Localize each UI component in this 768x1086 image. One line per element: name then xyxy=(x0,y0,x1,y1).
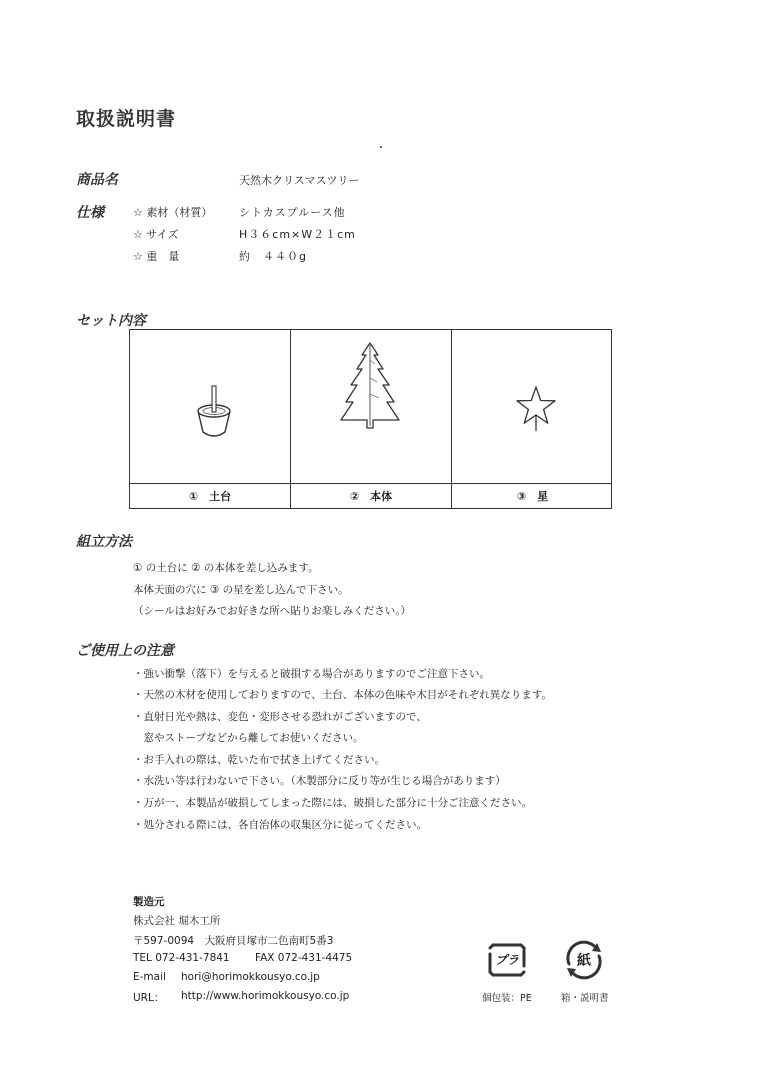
set-cell-tree xyxy=(291,330,452,483)
set-cell-star xyxy=(452,330,613,483)
email-row xyxy=(133,971,320,983)
specs-label: 仕様 xyxy=(76,205,104,221)
set-contents-table xyxy=(129,329,612,509)
assembly-line: （シールはお好みでお好きな所へ貼りお楽しみください。） xyxy=(133,605,412,617)
paper-caption: 箱・説明書 xyxy=(561,993,609,1004)
url-row xyxy=(133,990,350,1005)
url-label: URL： xyxy=(133,992,165,1004)
spec-key: ☆ サイズ xyxy=(133,228,179,241)
email-value: hori@horimokkousyo.co.jp xyxy=(181,971,320,983)
spec-key: ☆ 素材（材質） xyxy=(133,206,213,219)
spec-value: 約 ４４０g xyxy=(239,250,307,263)
company-fax: FAX 072-431-4475 xyxy=(255,952,353,964)
caution-line: 窓やストーブなどから離してお使いください。 xyxy=(133,732,364,744)
caution-line: ・お手入れの際は、乾いた布で拭き上げてください。 xyxy=(133,754,385,766)
caution-line: ・天然の木材を使用しておりますので、土台、本体の色味や木目がそれぞれ異なります。 xyxy=(133,689,552,701)
caution-line: ・処分される際には、各自治体の収集区分に従ってください。 xyxy=(133,819,427,831)
plastic-recycle-icon xyxy=(484,938,530,982)
document-title: 取扱説明書 xyxy=(76,108,177,130)
spec-value: シトカスプルース他 xyxy=(239,206,346,219)
tree-icon xyxy=(291,330,452,483)
paper-mark-text: 紙 xyxy=(577,953,591,969)
caption-base: ① 土台 xyxy=(130,484,291,509)
caution-line: ・強い衝撃（落下）を与えると破損する場合がありますのでご注意下さい。 xyxy=(133,668,490,680)
star-icon xyxy=(452,330,613,483)
company-name: 株式会社 堀木工所 xyxy=(133,915,221,927)
company-tel: TEL 072-431-7841 xyxy=(133,952,230,964)
spec-value: H３６cm×W２１cm xyxy=(239,228,356,241)
set-caption-row xyxy=(130,483,611,508)
company-address: 〒597-0094 大阪府貝塚市二色南町5番3 xyxy=(133,935,334,947)
assembly-line: 本体天面の穴に ③ の星を差し込んで下さい。 xyxy=(133,584,349,596)
product-name: 天然木クリスマスツリー xyxy=(239,174,360,187)
cautions-label: ご使用上の注意 xyxy=(76,643,174,659)
scan-speck xyxy=(380,146,382,148)
spec-key: ☆ 重 量 xyxy=(133,250,180,263)
plastic-caption: 個包装：PE xyxy=(482,993,532,1004)
caption-tree: ② 本体 xyxy=(291,484,452,509)
caution-line: ・万が一、本製品が破損してしまった際には、破損した部分に十分ご注意ください。 xyxy=(133,797,532,809)
product-label: 商品名 xyxy=(76,172,118,188)
base-icon xyxy=(130,330,291,483)
assembly-line: ① の土台に ② の本体を差し込みます。 xyxy=(133,562,319,574)
set-contents-label: セット内容 xyxy=(76,313,146,329)
caution-line: ・水洗い等は行わないで下さい。（木製部分に反り等が生じる場合があります） xyxy=(133,775,506,787)
assembly-label: 組立方法 xyxy=(76,534,132,550)
paper-recycle-icon xyxy=(561,938,607,982)
caution-line: ・直射日光や熱は、変色・変形させる恐れがございますので、 xyxy=(133,711,427,723)
caption-star: ③ 星 xyxy=(516,490,549,503)
url-value: http://www.horimokkousyo.co.jp xyxy=(181,990,350,1002)
email-label: E-mail xyxy=(133,971,166,983)
plastic-mark-text: プラ xyxy=(494,953,519,967)
set-cell-base xyxy=(130,330,291,483)
manufacturer-label: 製造元 xyxy=(133,896,165,908)
